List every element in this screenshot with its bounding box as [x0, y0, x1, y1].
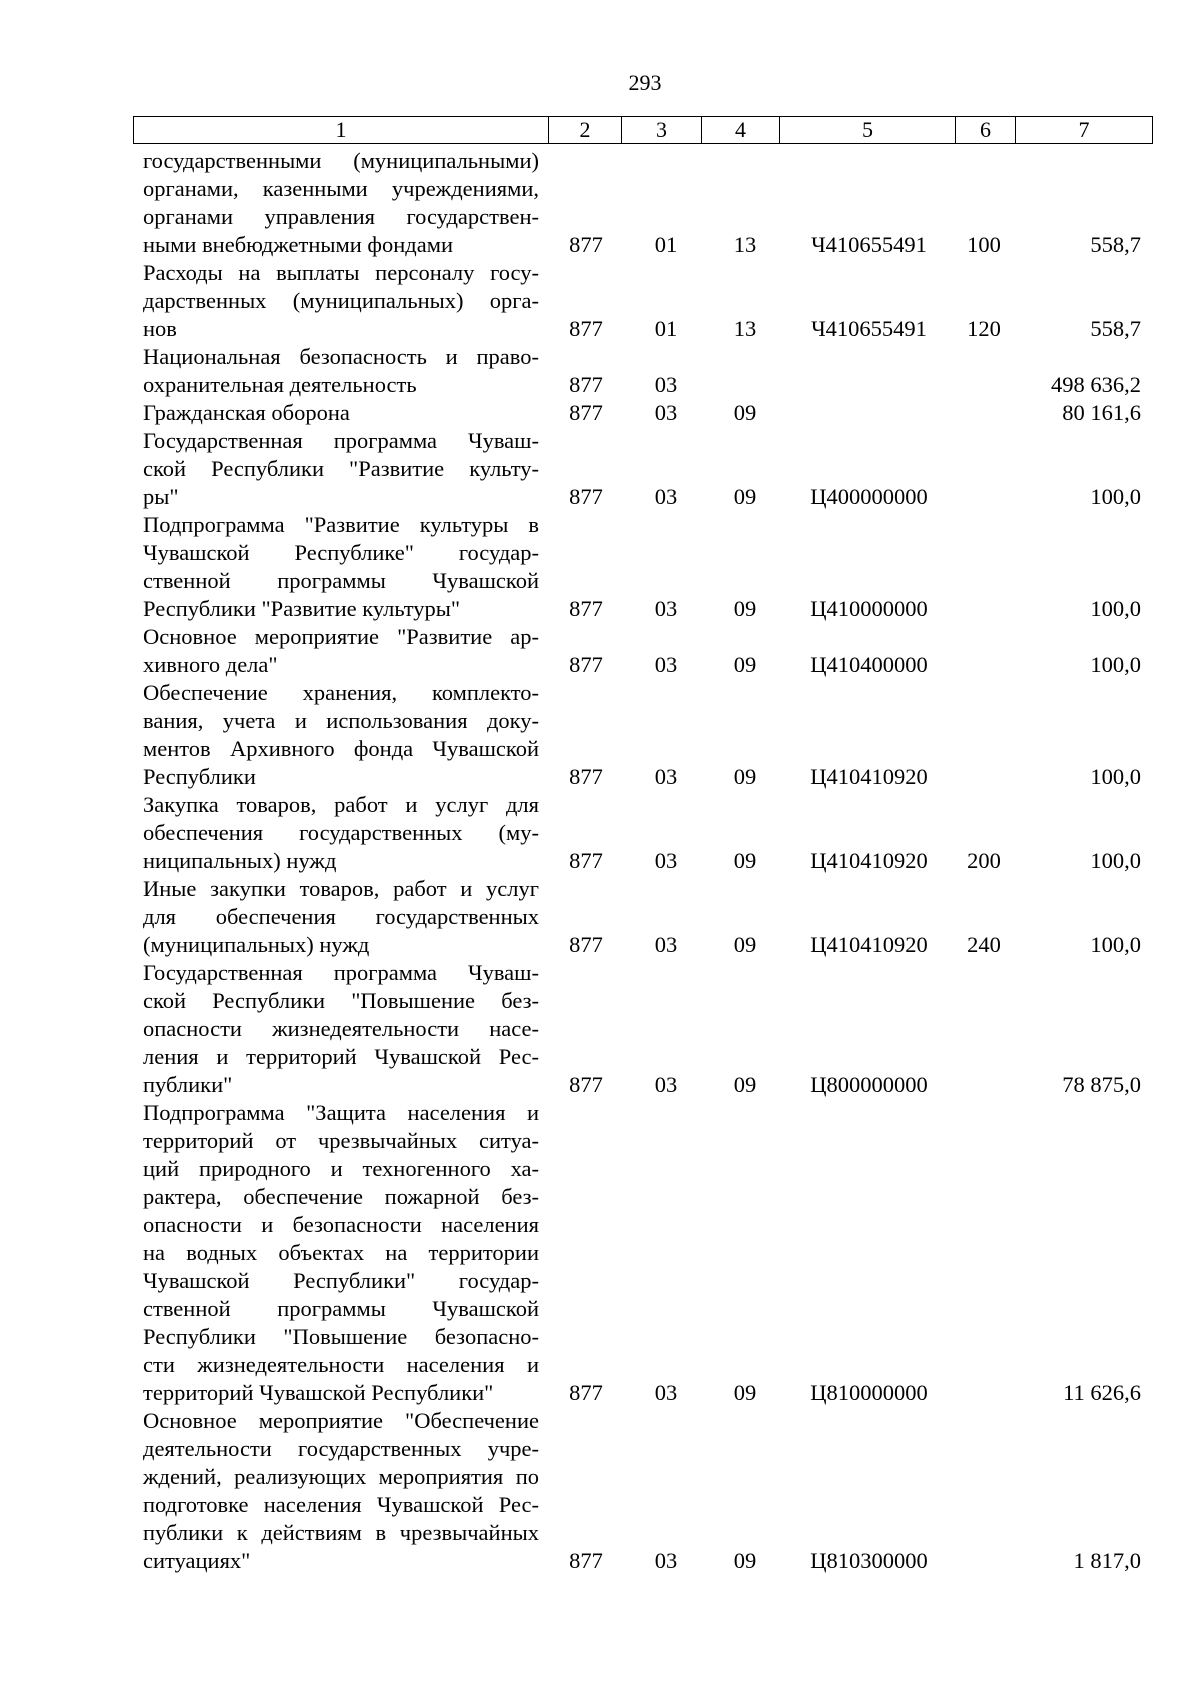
description-line: Национальная безопасность и право- — [143, 344, 539, 369]
amount-value: 1 817,0 — [1073, 1548, 1141, 1573]
subsection-code: 09 — [733, 484, 757, 509]
header-col-3: 3 — [621, 117, 701, 143]
description-line: публики" — [143, 1072, 233, 1097]
subsection-code: 09 — [733, 596, 757, 621]
table-row — [0, 259, 1200, 343]
section-code: 03 — [654, 932, 678, 957]
amount-value: 80 161,6 — [1062, 400, 1141, 425]
target-article-code: Ц410000000 — [810, 596, 928, 621]
description-line: Гражданская оборона — [143, 400, 350, 425]
description-line: Иные закупки товаров, работ и услуг — [143, 876, 539, 901]
subsection-code: 09 — [733, 1072, 757, 1097]
ministry-code: 877 — [569, 596, 603, 621]
description-line: Республики — [143, 764, 256, 789]
description-line: (муниципальных) нужд — [143, 932, 370, 957]
table-header — [133, 116, 1153, 144]
description-line: ментов Архивного фонда Чувашской — [143, 736, 539, 761]
ministry-code: 877 — [569, 932, 603, 957]
table-row — [0, 623, 1200, 679]
subsection-code: 09 — [733, 1548, 757, 1573]
description-line: опасности и безопасности населения — [143, 1212, 539, 1237]
description-line: ственной программы Чувашской — [143, 1296, 539, 1321]
description-line: вания, учета и использования доку- — [143, 708, 539, 733]
expense-type-code: 120 — [967, 316, 1001, 341]
description-line: Обеспечение хранения, комплекто- — [143, 680, 539, 705]
table-row — [0, 959, 1200, 1099]
section-code: 03 — [654, 848, 678, 873]
row-description — [143, 623, 539, 679]
subsection-code: 09 — [733, 848, 757, 873]
description-line: Чувашской Республики" государ- — [143, 1268, 539, 1293]
description-line: подготовке населения Чувашской Рес- — [143, 1492, 539, 1517]
table-row — [0, 343, 1200, 399]
subsection-code: 13 — [733, 316, 757, 341]
description-line: ской Республики "Развитие культу- — [143, 456, 539, 481]
row-description — [143, 343, 539, 399]
ministry-code: 877 — [569, 1548, 603, 1573]
description-line: опасности жизнедеятельности насе- — [143, 1016, 539, 1041]
subsection-code: 09 — [733, 400, 757, 425]
amount-value: 100,0 — [1090, 932, 1141, 957]
target-article-code: Ч410655491 — [811, 316, 927, 341]
table-row — [0, 791, 1200, 875]
table-row — [0, 511, 1200, 623]
description-line: Закупка товаров, работ и услуг для — [143, 792, 539, 817]
subsection-code: 09 — [733, 652, 757, 677]
page-number: 293 — [628, 70, 662, 95]
section-code: 03 — [654, 1072, 678, 1097]
description-line: ской Республики "Повышение без- — [143, 988, 539, 1013]
expense-type-code: 240 — [967, 932, 1001, 957]
header-col-5: 5 — [779, 117, 955, 143]
ministry-code: 877 — [569, 372, 603, 397]
description-line: Основное мероприятие "Развитие ар- — [143, 624, 539, 649]
description-line: ждений, реализующих мероприятия по — [143, 1464, 539, 1489]
subsection-code: 09 — [733, 932, 757, 957]
target-article-code: Ц810000000 — [810, 1380, 928, 1405]
ministry-code: 877 — [569, 484, 603, 509]
row-description — [143, 399, 539, 427]
description-line: Чувашской Республике" государ- — [143, 540, 539, 565]
subsection-code: 09 — [733, 1380, 757, 1405]
table-row — [0, 399, 1200, 427]
description-line: ными внебюджетными фондами — [143, 232, 453, 257]
section-code: 03 — [654, 652, 678, 677]
target-article-code: Ц410410920 — [810, 764, 928, 789]
row-description — [143, 427, 539, 511]
target-article-code: Ц400000000 — [810, 484, 928, 509]
section-code: 03 — [654, 484, 678, 509]
amount-value: 100,0 — [1090, 484, 1141, 509]
section-code: 01 — [654, 316, 678, 341]
header-col-4: 4 — [701, 117, 779, 143]
row-description — [143, 875, 539, 959]
description-line: Расходы на выплаты персоналу госу- — [143, 260, 539, 285]
description-line: сти жизнедеятельности населения и — [143, 1352, 539, 1377]
description-line: дарственных (муниципальных) орга- — [143, 288, 539, 313]
description-line: деятельности государственных учре- — [143, 1436, 539, 1461]
description-line: Подпрограмма "Развитие культуры в — [143, 512, 539, 537]
description-line: органами управления государствен- — [143, 204, 539, 229]
table-row — [0, 875, 1200, 959]
ministry-code: 877 — [569, 764, 603, 789]
subsection-code: 13 — [733, 232, 757, 257]
expense-type-code: 100 — [967, 232, 1001, 257]
row-description — [143, 959, 539, 1099]
description-line: обеспечения государственных (му- — [143, 820, 539, 845]
description-line: нов — [143, 316, 177, 341]
table-row — [0, 679, 1200, 791]
header-col-7: 7 — [1015, 117, 1152, 143]
row-description — [143, 1099, 539, 1407]
amount-value: 100,0 — [1090, 764, 1141, 789]
target-article-code: Ц800000000 — [810, 1072, 928, 1097]
row-description — [143, 259, 539, 343]
description-line: рактера, обеспечение пожарной без- — [143, 1184, 539, 1209]
section-code: 03 — [654, 596, 678, 621]
section-code: 03 — [654, 400, 678, 425]
description-line: ления и территорий Чувашской Рес- — [143, 1044, 539, 1069]
description-line: охранительная деятельность — [143, 372, 417, 397]
description-line: Подпрограмма "Защита населения и — [143, 1100, 539, 1125]
description-line: Республики "Развитие культуры" — [143, 596, 461, 621]
description-line: территорий от чрезвычайных ситуа- — [143, 1128, 539, 1153]
ministry-code: 877 — [569, 848, 603, 873]
table-row — [0, 427, 1200, 511]
header-col-2: 2 — [548, 117, 621, 143]
expense-type-code: 200 — [967, 848, 1001, 873]
description-line: Основное мероприятие "Обеспечение — [143, 1408, 539, 1433]
section-code: 03 — [654, 372, 678, 397]
ministry-code: 877 — [569, 1072, 603, 1097]
description-line: ций природного и техногенного ха- — [143, 1156, 539, 1181]
target-article-code: Ц410400000 — [810, 652, 928, 677]
target-article-code: Ц410410920 — [810, 932, 928, 957]
description-line: на водных объектах на территории — [143, 1240, 539, 1265]
description-line: хивного дела" — [143, 652, 278, 677]
row-description — [143, 511, 539, 623]
amount-value: 558,7 — [1090, 316, 1141, 341]
ministry-code: 877 — [569, 316, 603, 341]
amount-value: 558,7 — [1090, 232, 1141, 257]
target-article-code: Ц810300000 — [810, 1548, 928, 1573]
amount-value: 100,0 — [1090, 652, 1141, 677]
ministry-code: 877 — [569, 1380, 603, 1405]
description-line: для обеспечения государственных — [143, 904, 539, 929]
header-col-1: 1 — [335, 117, 347, 142]
row-description — [143, 147, 539, 259]
header-col-6: 6 — [955, 117, 1015, 143]
section-code: 03 — [654, 764, 678, 789]
description-line: Государственная программа Чуваш- — [143, 960, 539, 985]
description-line: государственными (муниципальными) — [143, 148, 539, 173]
description-line: органами, казенными учреждениями, — [143, 176, 539, 201]
description-line: ситуациях" — [143, 1548, 251, 1573]
subsection-code: 09 — [733, 764, 757, 789]
amount-value: 100,0 — [1090, 596, 1141, 621]
row-description — [143, 679, 539, 791]
amount-value: 78 875,0 — [1062, 1072, 1141, 1097]
description-line: ры" — [143, 484, 179, 509]
ministry-code: 877 — [569, 232, 603, 257]
description-line: Государственная программа Чуваш- — [143, 428, 539, 453]
amount-value: 100,0 — [1090, 848, 1141, 873]
description-line: территорий Чувашской Республики" — [143, 1380, 494, 1405]
ministry-code: 877 — [569, 400, 603, 425]
section-code: 03 — [654, 1380, 678, 1405]
section-code: 01 — [654, 232, 678, 257]
section-code: 03 — [654, 1548, 678, 1573]
description-line: ниципальных) нужд — [143, 848, 337, 873]
ministry-code: 877 — [569, 652, 603, 677]
target-article-code: Ч410655491 — [811, 232, 927, 257]
row-description — [143, 791, 539, 875]
description-line: ственной программы Чувашской — [143, 568, 539, 593]
target-article-code: Ц410410920 — [810, 848, 928, 873]
table-row — [0, 1407, 1200, 1575]
row-description — [143, 1407, 539, 1575]
description-line: публики к действиям в чрезвычайных — [143, 1520, 539, 1545]
amount-value: 11 626,6 — [1063, 1380, 1141, 1405]
table-row — [0, 147, 1200, 259]
table-row — [0, 1099, 1200, 1407]
amount-value: 498 636,2 — [1051, 372, 1141, 397]
description-line: Республики "Повышение безопасно- — [143, 1324, 539, 1349]
